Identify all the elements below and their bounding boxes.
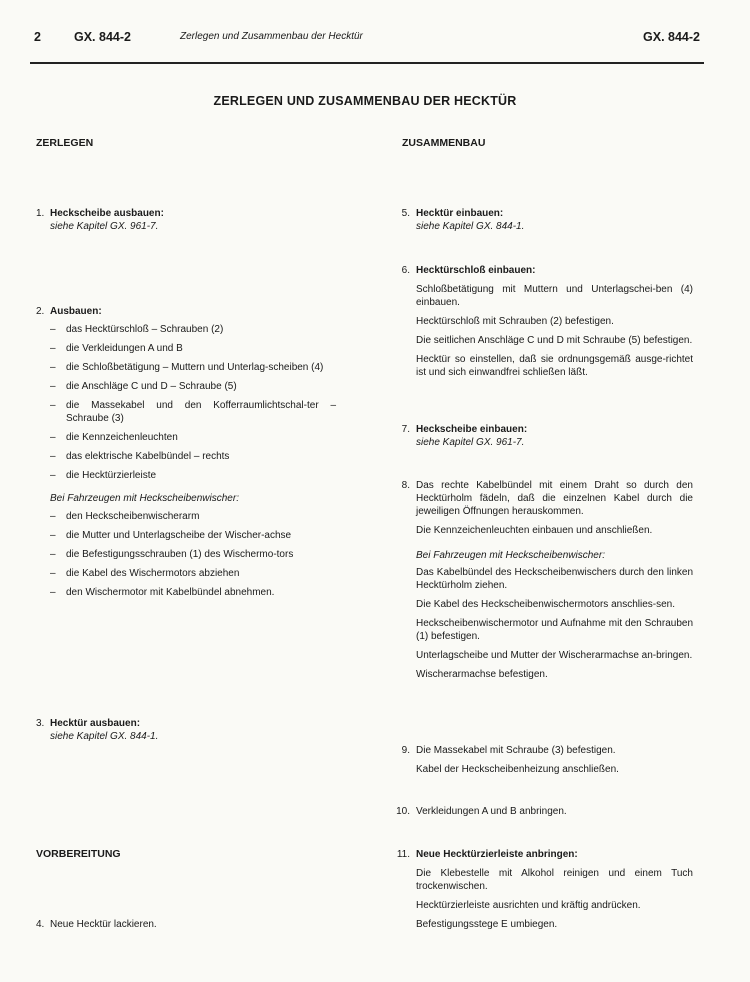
step-heading: Hecktür einbauen: [416, 208, 504, 219]
wiper-subtitle: Bei Fahrzeugen mit Heckscheibenwischer: [50, 493, 239, 504]
section-vorbereitung: VORBEREITUNG [36, 848, 121, 860]
step-paragraph: Hecktürzierleiste ausrichten und kräftig andrücken. [416, 900, 641, 911]
step-number: 11. [396, 849, 410, 860]
step-paragraph: Die Kabel des Heckscheibenwischermotors anschlies-sen. [416, 599, 676, 610]
step-paragraph: Wischerarmachse befestigen. [416, 669, 548, 680]
step-1 [36, 207, 336, 233]
step-paragraph: Hecktür so einstellen, daß sie ordnungsgemäß ausge-richtet ist und sich einwandfrei schließen läßt. [416, 354, 693, 378]
step-2 [36, 305, 336, 605]
step-number: 5. [401, 208, 410, 219]
wiper-subtitle: Bei Fahrzeugen mit Heckscheibenwischer: [416, 550, 605, 561]
chapter-code-left: GX. 844-2 [74, 30, 131, 44]
step-heading: Hecktür ausbauen: [50, 718, 141, 729]
list-item: – die Schloßbetätigung – Muttern und Unterlag-scheiben (4) [50, 361, 336, 374]
page-title: ZERLEGEN UND ZUSAMMENBAU DER HECKTÜR [213, 94, 517, 108]
list-item: – den Wischermotor mit Kabelbündel abnehmen. [50, 586, 336, 599]
page-number: 2 [34, 30, 41, 44]
list-item: – die Kabel des Wischermotors abziehen [50, 567, 336, 580]
section-zerlegen: ZERLEGEN [36, 137, 94, 149]
list-item: – das Hecktürschloß – Schrauben (2) [50, 323, 336, 336]
step-number: 2. [36, 306, 45, 317]
step-8 [388, 479, 693, 681]
step-paragraph: Das rechte Kabelbündel mit einem Draht so durch den Hecktürholm fädeln, daß die einzelnen Kabel durch die jeweiligen Öffnungen herauskommen. [416, 480, 693, 517]
list-item: – die Kennzeichenleuchten [50, 431, 336, 444]
list-item: – den Heckscheibenwischerarm [50, 510, 336, 523]
step-reference: siehe Kapitel GX. 844-1. [416, 221, 525, 232]
step-paragraph: Kabel der Heckscheibenheizung anschließen. [416, 764, 619, 775]
step-paragraph: Schloßbetätigung mit Muttern und Unterlagschei-ben (4) einbauen. [416, 284, 693, 308]
list-item: – die Massekabel und den Kofferraumlichtschal-ter – Schraube (3) [50, 399, 336, 425]
list-item: – die Hecktürzierleiste [50, 469, 336, 482]
list-item: – die Verkleidungen A und B [50, 342, 336, 355]
step-paragraph: Die seitlichen Anschläge C und D mit Schraube (5) befestigen. [416, 335, 693, 346]
step-number: 10. [396, 806, 410, 817]
step-text: Verkleidungen A und B anbringen. [416, 806, 567, 817]
step-reference: siehe Kapitel GX. 961-7. [50, 221, 159, 232]
step-9 [388, 744, 693, 776]
section-zusammenbau: ZUSAMMENBAU [402, 137, 486, 149]
step-paragraph: Die Kennzeichenleuchten einbauen und anschließen. [416, 525, 653, 536]
step-6 [388, 264, 693, 379]
step-reference: siehe Kapitel GX. 844-1. [50, 731, 159, 742]
step-paragraph: Die Klebestelle mit Alkohol reinigen und einem Tuch trockenwischen. [416, 868, 693, 892]
step-11 [388, 848, 693, 931]
list-item: – die Anschläge C und D – Schraube (5) [50, 380, 336, 393]
step-5 [388, 207, 693, 233]
step-paragraph: Hecktürschloß mit Schrauben (2) befestigen. [416, 316, 614, 327]
step-heading: Hecktürschloß einbauen: [416, 265, 536, 276]
step-number: 7. [401, 424, 410, 435]
step-heading: Heckscheibe ausbauen: [50, 208, 164, 219]
step-reference: siehe Kapitel GX. 961-7. [416, 437, 525, 448]
list-item: – die Befestigungsschrauben (1) des Wischermo-tors [50, 548, 336, 561]
wiper-removal-list [50, 510, 336, 599]
header-title: Zerlegen und Zusammenbau der Hecktür [180, 31, 363, 42]
step-number: 9. [401, 745, 410, 756]
list-item: – das elektrische Kabelbündel – rechts [50, 450, 336, 463]
step-heading: Neue Hecktürzierleiste anbringen: [416, 849, 578, 860]
step-4 [36, 918, 336, 931]
step-heading: Ausbauen: [50, 306, 102, 317]
step-paragraph: Befestigungsstege E umbiegen. [416, 919, 558, 930]
step-paragraph: Unterlagscheibe und Mutter der Wischerarmachse an-bringen. [416, 650, 693, 661]
step-number: 1. [36, 208, 45, 219]
step-number: 4. [36, 919, 45, 930]
step-paragraph: Das Kabelbündel des Heckscheibenwischers durch den linken Hecktürholm ziehen. [416, 567, 693, 591]
step-number: 6. [401, 265, 410, 276]
step-3 [36, 717, 336, 743]
step-text: Neue Hecktür lackieren. [50, 919, 157, 930]
list-item: – die Mutter und Unterlagscheibe der Wischer-achse [50, 529, 336, 542]
removal-list [50, 323, 336, 482]
step-paragraph: Die Massekabel mit Schraube (3) befestigen. [416, 745, 616, 756]
page-header [34, 30, 700, 52]
step-7 [388, 423, 693, 449]
step-number: 8. [401, 480, 410, 491]
step-heading: Heckscheibe einbauen: [416, 424, 528, 435]
header-rule [30, 62, 704, 64]
step-10 [388, 805, 693, 818]
step-paragraph: Heckscheibenwischermotor und Aufnahme mit den Schrauben (1) befestigen. [416, 618, 693, 642]
chapter-code-right: GX. 844-2 [643, 30, 700, 44]
step-number: 3. [36, 718, 45, 729]
